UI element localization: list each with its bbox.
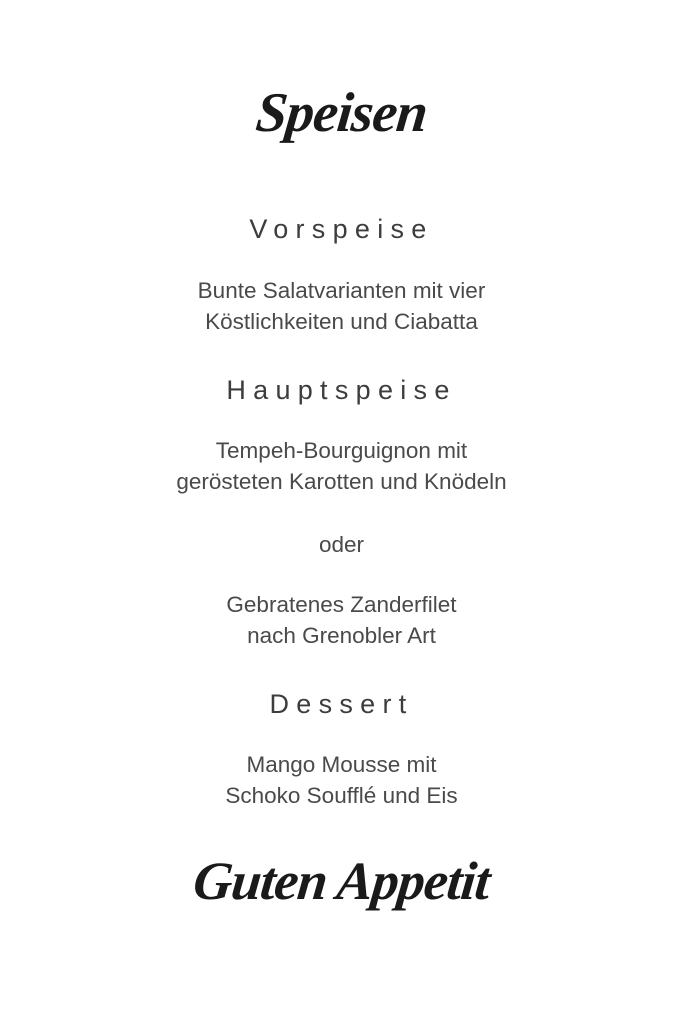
dish-vorspeise-line-2: Köstlichkeiten und Ciabatta [205,308,478,334]
dish-dessert [0,749,683,811]
dish-hauptspeise-option-1 [0,435,683,497]
course-heading-dessert: Dessert [269,688,414,719]
course-heading-hauptspeise: Hauptspeise [226,374,457,405]
dish-dessert-line-1: Mango Mousse mit [246,752,437,778]
dish-vorspeise-line-1: Bunte Salatvarianten mit vier [197,277,486,303]
dish-hauptspeise-option-2-line-2: nach Grenobler Art [247,622,436,648]
option-separator: oder [318,531,365,557]
dish-vorspeise [0,275,683,337]
dish-hauptspeise-option-1-line-1: Tempeh-Bourguignon mit [215,437,468,463]
course-heading-vorspeise: Vorspeise [249,214,434,245]
dish-hauptspeise-option-1-line-2: gerösteten Karotten und Knödeln [176,468,507,494]
menu-footer-script: Guten Appetit [190,851,493,912]
dish-hauptspeise-option-2 [0,589,683,651]
dish-hauptspeise-option-2-line-1: Gebratenes Zanderfilet [226,591,457,617]
section-dessert [0,688,683,811]
menu-title-script: Speisen [253,82,430,144]
dish-dessert-line-2: Schoko Soufflé und Eis [225,783,458,809]
section-vorspeise [0,213,683,336]
section-hauptspeise [0,374,683,651]
